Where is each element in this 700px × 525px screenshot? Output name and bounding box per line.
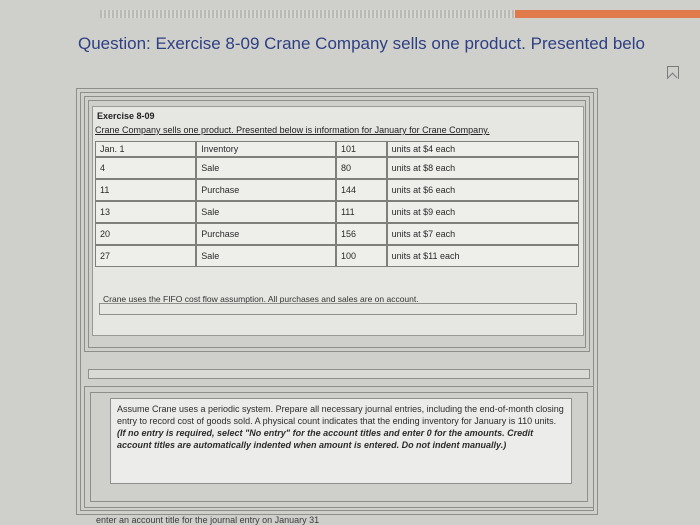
divider-strip: [88, 369, 590, 379]
unit-cell: units at $6 each: [387, 179, 579, 201]
instructions-box: [110, 398, 572, 484]
table-row: [95, 223, 579, 245]
progress-accent: [515, 10, 700, 18]
qty-cell: 111: [336, 201, 387, 223]
type-cell: Purchase: [196, 223, 336, 245]
qty-cell: 101: [336, 141, 387, 157]
unit-cell: units at $7 each: [387, 223, 579, 245]
qty-cell: 100: [336, 245, 387, 267]
date-cell: 4: [95, 157, 196, 179]
table-row: [95, 179, 579, 201]
unit-cell: units at $4 each: [387, 141, 579, 157]
journal-entry-prompt: enter an account title for the journal entry on January 31: [96, 515, 320, 525]
date-cell: 11: [95, 179, 196, 201]
type-cell: Sale: [196, 201, 336, 223]
top-progress-bar: [100, 10, 700, 18]
type-cell: Sale: [196, 157, 336, 179]
type-cell: Sale: [196, 245, 336, 267]
date-cell: 27: [95, 245, 196, 267]
instructions-emphasis: (If no entry is required, select "No entry" for the account titles and enter 0 for the amounts. Credit account titles are automatically indented when amount is entered. Do not indent manually.): [117, 428, 534, 450]
exercise-intro: Crane Company sells one product. Presented below is information for January for Crane Company.: [95, 125, 490, 135]
date-cell: 20: [95, 223, 196, 245]
instructions-text: Assume Crane uses a periodic system. Prepare all necessary journal entries, including the end-of-month closing entry to record cost of goods sold. A physical count indicates that the ending inventory for January is 110 units.: [117, 404, 564, 426]
type-cell: Inventory: [196, 141, 336, 157]
date-cell: Jan. 1: [95, 141, 196, 157]
qty-cell: 156: [336, 223, 387, 245]
table-row: [95, 157, 579, 179]
qty-cell: 80: [336, 157, 387, 179]
table-row: [95, 141, 579, 157]
table-row: [95, 245, 579, 267]
exercise-heading: Exercise 8-09: [97, 111, 155, 121]
unit-cell: units at $11 each: [387, 245, 579, 267]
type-cell: Purchase: [196, 179, 336, 201]
unit-cell: units at $8 each: [387, 157, 579, 179]
question-title: Question: Exercise 8-09 Crane Company sells one product. Presented belo: [78, 34, 645, 53]
bookmark-icon[interactable]: [667, 66, 679, 79]
fifo-box: [99, 303, 577, 315]
exercise-panel: [92, 106, 584, 336]
qty-cell: 144: [336, 179, 387, 201]
date-cell: 13: [95, 201, 196, 223]
inventory-table: [95, 141, 579, 267]
table-row: [95, 201, 579, 223]
unit-cell: units at $9 each: [387, 201, 579, 223]
fifo-note: Crane uses the FIFO cost flow assumption. All purchases and sales are on account.: [103, 294, 419, 304]
